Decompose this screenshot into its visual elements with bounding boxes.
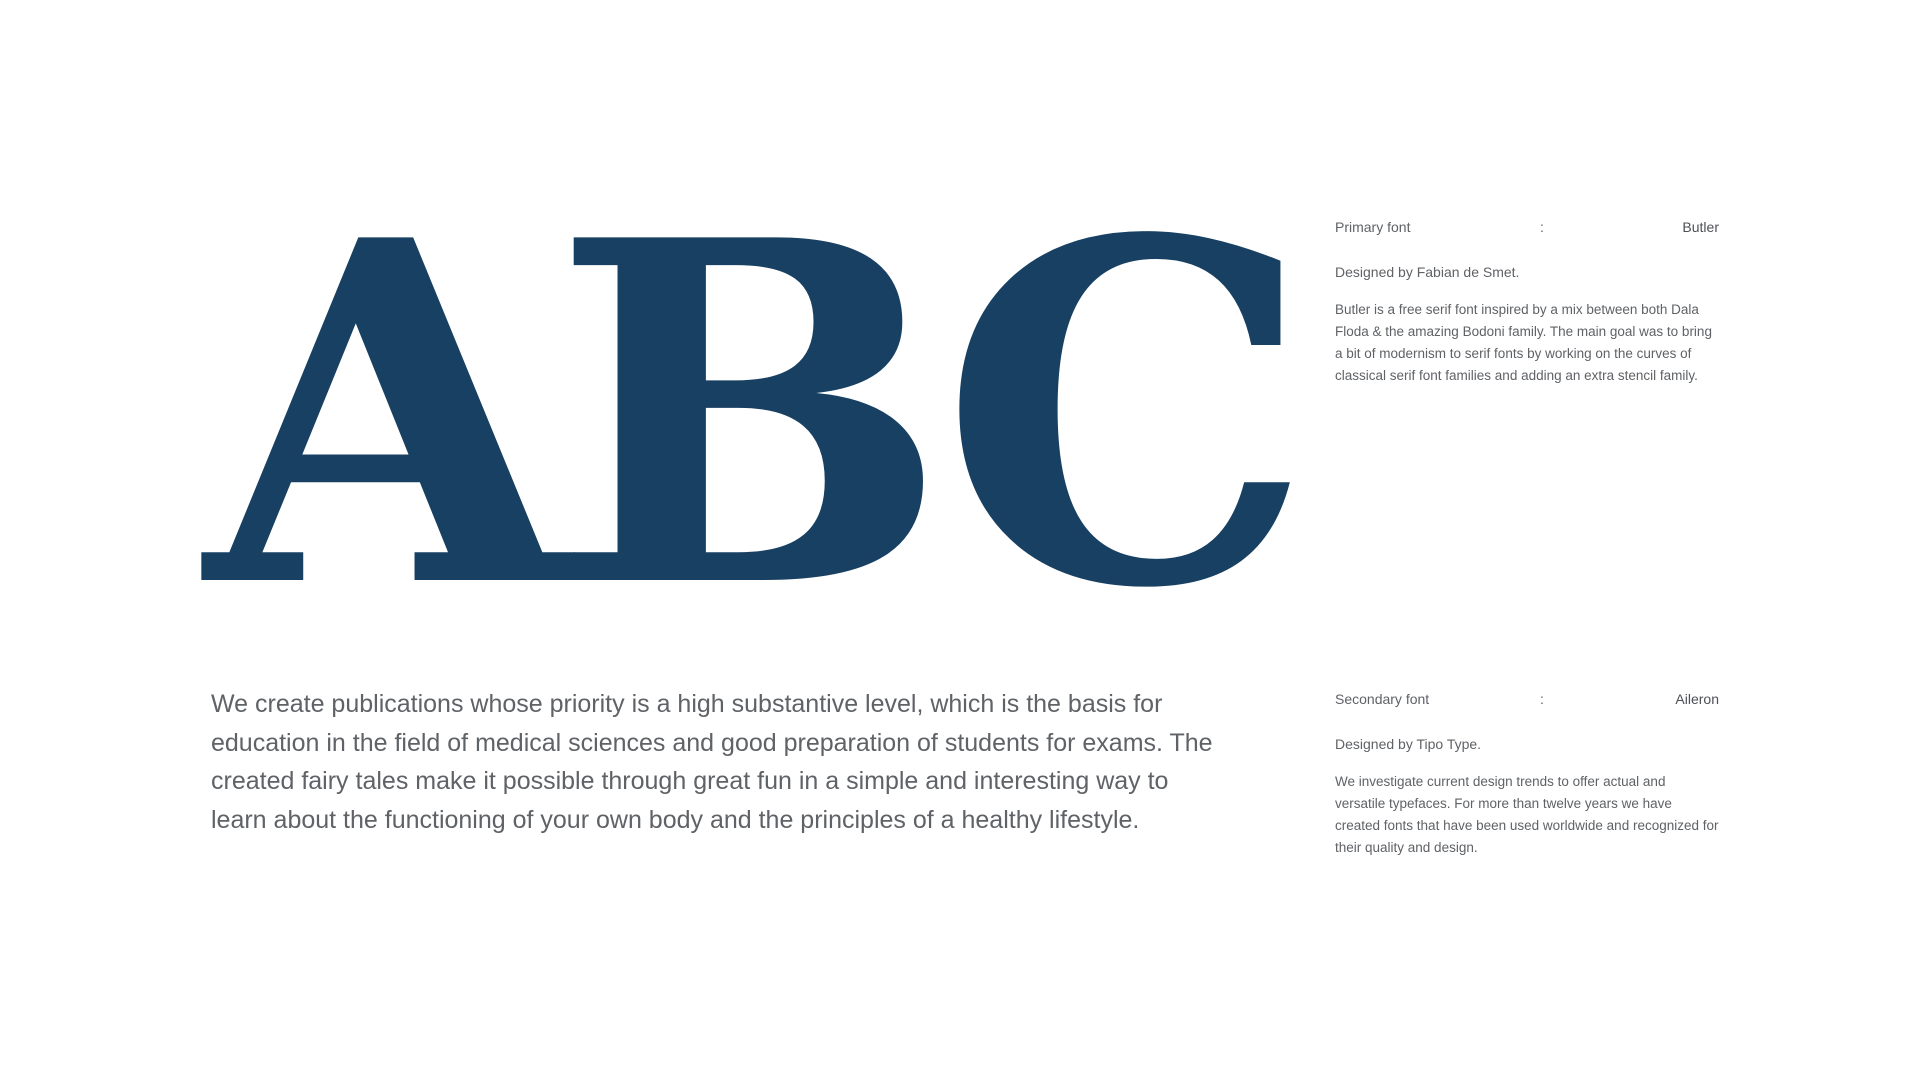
primary-font-designer: Designed by Fabian de Smet. — [1335, 264, 1520, 280]
primary-font-description: Butler is a free serif font inspired by a mix between both Dala Floda & the amazing Bodoni family. The main goal was to bring a bit of modernism to serif fonts by working on the curves of classical serif font families and adding an extra stencil family. — [1335, 302, 1712, 383]
secondary-font-row — [1335, 690, 1719, 708]
secondary-font-designer: Designed by Tipo Type. — [1335, 736, 1482, 752]
body-text-sample: We create publications whose priority is a high substantive level, which is the basis for education in the field of medical sciences and good preparation of students for exams. The created fairy tales make it possible through great fun in a simple and interesting way to learn about the functioning of your own body and the principles of a healthy lifestyle. — [211, 690, 1213, 834]
primary-font-row — [1335, 218, 1719, 236]
primary-font-label: Primary font — [1335, 219, 1411, 235]
font-specimen-letters: ABC — [205, 139, 1296, 691]
secondary-font-panel — [1335, 690, 1719, 859]
primary-font-name: Butler — [1682, 219, 1719, 235]
primary-font-panel — [1335, 218, 1719, 387]
secondary-font-label: Secondary font — [1335, 691, 1430, 707]
secondary-font-separator: : — [1540, 691, 1544, 707]
secondary-font-description: We investigate current design trends to offer actual and versatile typefaces. For more than twelve years we have created fonts that have been used worldwide and recognized for their quality and design. — [1335, 774, 1719, 855]
primary-font-separator: : — [1540, 219, 1544, 235]
secondary-font-name: Aileron — [1675, 691, 1719, 707]
